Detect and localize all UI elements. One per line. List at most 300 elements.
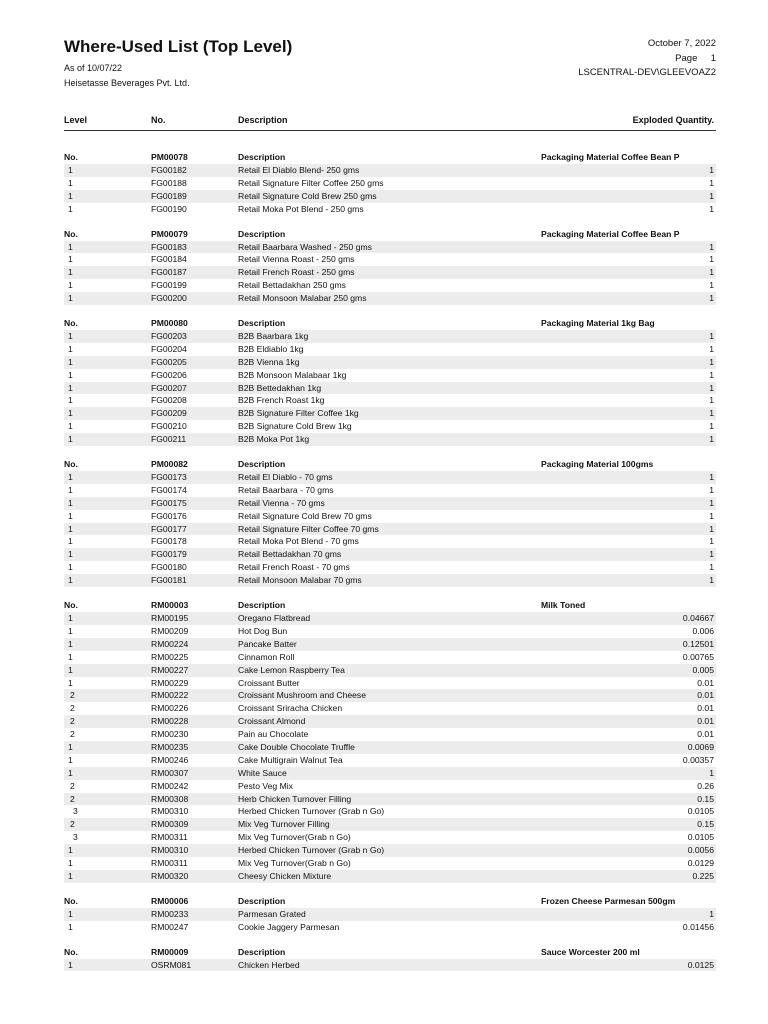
row-description: Retail Signature Filter Coffee 70 gms [238, 523, 379, 534]
table-row [64, 612, 716, 625]
section-header [64, 599, 716, 612]
row-quantity: 1 [709, 421, 714, 432]
row-item-no: RM00222 [151, 690, 189, 701]
row-item-no: RM00246 [151, 754, 189, 765]
row-description: B2B Eldiablo 1kg [238, 343, 304, 354]
row-description: Retail Monsoon Malabar 70 gms [238, 575, 362, 586]
row-item-no: FG00189 [151, 190, 187, 201]
table-row [64, 253, 716, 266]
table-row [64, 677, 716, 690]
row-description: Retail El Diablo Blend- 250 gms [238, 165, 360, 175]
row-quantity: 0.0056 [687, 845, 714, 856]
section-pm00080 [64, 317, 716, 446]
row-item-no: FG00182 [151, 165, 187, 175]
section-rm00003 [64, 599, 716, 883]
table-row [64, 535, 716, 548]
section-header [64, 895, 716, 908]
row-description: Parmesan Grated [238, 908, 306, 919]
row-quantity: 0.0125 [687, 959, 714, 970]
section-header [64, 228, 716, 241]
section-no-label: No. [64, 318, 78, 329]
table-row [64, 548, 716, 561]
row-description: B2B Bettedakhan 1kg [238, 382, 322, 393]
table-row [64, 164, 716, 177]
report-title: Where-Used List (Top Level) [64, 37, 293, 56]
row-level: 3 [73, 832, 78, 843]
row-quantity: 0.12501 [682, 638, 714, 649]
section-no-label: No. [64, 946, 78, 957]
row-level: 1 [68, 523, 73, 534]
row-quantity: 0.00765 [682, 651, 714, 662]
section-item-no: PM00082 [151, 459, 188, 470]
row-description: Cookie Jaggery Parmesan [238, 921, 340, 932]
table-row [64, 715, 716, 728]
table-row [64, 689, 716, 702]
row-item-no: FG00204 [151, 343, 187, 354]
row-item-no: RM00310 [151, 845, 189, 856]
row-description: Retail Signature Filter Coffee 250 gms [238, 177, 384, 188]
row-quantity: 1 [709, 190, 714, 201]
table-row [64, 356, 716, 369]
table-row [64, 382, 716, 395]
row-item-no: RM00229 [151, 677, 189, 688]
section-item-description: Packaging Material 100gms [541, 459, 654, 470]
row-description: Cake Multigrain Walnut Tea [238, 754, 343, 765]
table-row [64, 959, 716, 972]
table-row [64, 574, 716, 587]
row-item-no: FG00190 [151, 203, 187, 214]
table-row [64, 754, 716, 767]
table-row [64, 664, 716, 677]
row-level: 1 [68, 190, 73, 201]
row-level: 1 [68, 241, 73, 252]
row-level: 1 [68, 651, 73, 662]
row-item-no: RM00310 [151, 806, 189, 817]
table-row [64, 523, 716, 536]
row-level: 1 [68, 165, 73, 175]
row-description: B2B Signature Cold Brew 1kg [238, 421, 352, 432]
row-description: Croissant Mushroom and Cheese [238, 690, 367, 701]
row-level: 1 [68, 870, 73, 881]
table-row [64, 266, 716, 279]
row-level: 1 [68, 421, 73, 432]
row-item-no: FG00174 [151, 484, 187, 495]
column-header-level: Level [64, 115, 88, 125]
as-of-date: As of 10/07/22 [64, 63, 123, 73]
row-quantity: 1 [709, 356, 714, 367]
section-item-no: PM00078 [151, 152, 188, 162]
row-description: Retail El Diablo - 70 gms [238, 472, 333, 483]
row-item-no: RM00308 [151, 793, 189, 804]
row-item-no: RM00224 [151, 638, 189, 649]
row-level: 1 [68, 625, 73, 636]
row-level: 1 [68, 510, 73, 521]
table-row [64, 420, 716, 433]
section-description-label: Description [238, 228, 286, 239]
row-item-no: FG00210 [151, 421, 187, 432]
row-item-no: FG00175 [151, 497, 187, 508]
row-level: 1 [68, 741, 73, 752]
row-description: Retail Monsoon Malabar 250 gms [238, 293, 367, 304]
row-item-no: OSRM081 [151, 959, 192, 970]
table-row [64, 702, 716, 715]
row-level: 1 [68, 575, 73, 586]
row-description: B2B Monsoon Malabaar 1kg [238, 369, 347, 380]
section-item-description: Packaging Material 1kg Bag [541, 318, 655, 329]
row-quantity: 0.0069 [687, 741, 714, 752]
row-description: B2B Baarbara 1kg [238, 331, 309, 342]
row-item-no: FG00180 [151, 562, 187, 573]
row-quantity: 1 [709, 575, 714, 586]
row-level: 2 [70, 793, 75, 804]
row-quantity: 1 [709, 254, 714, 265]
row-item-no: FG00184 [151, 254, 187, 265]
row-item-no: FG00208 [151, 395, 187, 406]
table-row [64, 471, 716, 484]
row-quantity: 1 [709, 177, 714, 188]
row-item-no: FG00177 [151, 523, 187, 534]
section-description-label: Description [238, 946, 286, 957]
row-level: 1 [68, 369, 73, 380]
table-row [64, 484, 716, 497]
row-quantity: 1 [709, 536, 714, 547]
row-description: Mix Veg Turnover(Grab n Go) [238, 857, 351, 868]
row-item-no: FG00199 [151, 280, 187, 291]
table-row [64, 177, 716, 190]
section-header [64, 946, 716, 959]
row-level: 2 [70, 703, 75, 714]
row-level: 2 [70, 780, 75, 791]
row-level: 1 [68, 343, 73, 354]
row-level: 1 [68, 613, 73, 624]
table-row [64, 625, 716, 638]
row-description: Hot Dog Bun [238, 625, 288, 636]
row-quantity: 0.225 [692, 870, 714, 881]
section-pm00079 [64, 228, 716, 305]
table-row [64, 844, 716, 857]
row-description: Croissant Sriracha Chicken [238, 703, 343, 714]
section-description-label: Description [238, 152, 286, 162]
section-item-description: Milk Toned [541, 600, 586, 611]
table-row [64, 741, 716, 754]
row-description: Oregano Flatbread [238, 613, 311, 624]
row-quantity: 0.04667 [682, 613, 714, 624]
row-item-no: FG00183 [151, 241, 187, 252]
table-row [64, 343, 716, 356]
row-quantity: 1 [709, 523, 714, 534]
row-description: Herb Chicken Turnover Filling [238, 793, 352, 804]
row-level: 1 [68, 434, 73, 445]
row-level: 2 [70, 729, 75, 740]
table-row [64, 870, 716, 883]
row-level: 1 [68, 754, 73, 765]
row-quantity: 0.01456 [682, 921, 714, 932]
row-level: 1 [68, 280, 73, 291]
row-level: 2 [70, 716, 75, 727]
table-row [64, 728, 716, 741]
row-description: Retail Moka Pot Blend - 70 gms [238, 536, 359, 547]
section-rm00006 [64, 895, 716, 934]
row-level: 1 [68, 267, 73, 278]
section-pm00082 [64, 458, 716, 587]
row-item-no: FG00203 [151, 331, 187, 342]
row-quantity: 1 [709, 331, 714, 342]
table-row [64, 241, 716, 254]
row-description: Retail French Roast - 70 gms [238, 562, 350, 573]
row-quantity: 0.15 [697, 819, 714, 830]
row-item-no: RM00209 [151, 625, 189, 636]
row-quantity: 0.15 [697, 793, 714, 804]
row-item-no: RM00228 [151, 716, 189, 727]
row-quantity: 0.005 [692, 664, 714, 675]
section-no-label: No. [64, 152, 78, 162]
table-row [64, 407, 716, 420]
section-no-label: No. [64, 895, 78, 906]
row-quantity: 1 [709, 767, 714, 778]
row-quantity: 0.0105 [687, 806, 714, 817]
table-row [64, 279, 716, 292]
row-description: Herbed Chicken Turnover (Grab n Go) [238, 845, 385, 856]
table-row [64, 921, 716, 934]
row-level: 1 [68, 177, 73, 188]
section-description-label: Description [238, 318, 286, 329]
row-item-no: RM00230 [151, 729, 189, 740]
row-description: Cinnamon Roll [238, 651, 295, 662]
table-row [64, 857, 716, 870]
section-no-label: No. [64, 228, 78, 239]
row-description: Retail Bettadakhan 70 gms [238, 549, 342, 560]
row-description: Mix Veg Turnover Filling [238, 819, 330, 830]
row-item-no: RM00307 [151, 767, 189, 778]
row-description: Cake Lemon Raspberry Tea [238, 664, 345, 675]
section-header [64, 151, 716, 164]
section-item-no: RM00006 [151, 895, 189, 906]
row-quantity: 1 [709, 369, 714, 380]
row-quantity: 1 [709, 203, 714, 214]
row-quantity: 1 [709, 382, 714, 393]
row-item-no: RM00311 [151, 857, 188, 868]
row-quantity: 1 [709, 497, 714, 508]
row-quantity: 1 [709, 280, 714, 291]
section-item-no: RM00009 [151, 946, 189, 957]
row-item-no: FG00173 [151, 472, 187, 483]
row-level: 1 [68, 395, 73, 406]
row-quantity: 1 [709, 562, 714, 573]
row-item-no: RM00235 [151, 741, 189, 752]
row-quantity: 1 [709, 267, 714, 278]
row-item-no: FG00187 [151, 267, 187, 278]
row-item-no: RM00227 [151, 664, 189, 675]
row-description: Retail French Roast - 250 gms [238, 267, 355, 278]
row-quantity: 1 [709, 343, 714, 354]
row-item-no: FG00211 [151, 434, 187, 445]
row-description: Retail Moka Pot Blend - 250 gms [238, 203, 364, 214]
row-quantity: 0.00357 [682, 754, 714, 765]
row-item-no: RM00226 [151, 703, 189, 714]
section-header [64, 317, 716, 330]
row-quantity: 1 [709, 549, 714, 560]
company-name: Heisetasse Beverages Pvt. Ltd. [64, 78, 190, 88]
row-level: 1 [68, 203, 73, 214]
row-description: B2B Signature Filter Coffee 1kg [238, 408, 359, 419]
table-row [64, 638, 716, 651]
row-level: 2 [70, 819, 75, 830]
row-quantity: 1 [709, 165, 714, 175]
row-level: 1 [68, 921, 73, 932]
header-divider [64, 130, 716, 131]
row-item-no: RM00247 [151, 921, 189, 932]
where-used-sections [64, 139, 716, 971]
row-level: 1 [68, 536, 73, 547]
row-description: Mix Veg Turnover(Grab n Go) [238, 832, 351, 843]
section-item-no: PM00079 [151, 228, 188, 239]
row-item-no: FG00181 [151, 575, 187, 586]
row-level: 1 [68, 857, 73, 868]
row-level: 1 [68, 484, 73, 495]
table-row [64, 203, 716, 216]
row-level: 1 [68, 408, 73, 419]
row-quantity: 1 [709, 395, 714, 406]
row-level: 1 [68, 908, 73, 919]
row-item-no: RM00309 [151, 819, 189, 830]
row-level: 1 [68, 497, 73, 508]
section-item-no: PM00080 [151, 318, 188, 329]
row-item-no: RM00195 [151, 613, 189, 624]
row-quantity: 0.0129 [687, 857, 714, 868]
row-item-no: RM00320 [151, 870, 189, 881]
table-row [64, 190, 716, 203]
table-row [64, 818, 716, 831]
table-row [64, 561, 716, 574]
row-item-no: RM00225 [151, 651, 189, 662]
section-description-label: Description [238, 459, 286, 470]
row-description: Pain au Chocolate [238, 729, 309, 740]
row-description: Cheesy Chicken Mixture [238, 870, 332, 881]
row-level: 1 [68, 845, 73, 856]
row-description: B2B Moka Pot 1kg [238, 434, 310, 445]
row-description: Retail Baarbara Washed - 250 gms [238, 241, 372, 252]
row-level: 1 [68, 959, 73, 970]
row-description: Croissant Butter [238, 677, 300, 688]
table-row [64, 497, 716, 510]
table-row [64, 831, 716, 844]
section-description-label: Description [238, 600, 286, 611]
row-quantity: 1 [709, 293, 714, 304]
row-description: Pancake Batter [238, 638, 297, 649]
row-level: 1 [68, 356, 73, 367]
page-label: Page [675, 53, 698, 64]
row-quantity: 1 [709, 472, 714, 483]
row-item-no: FG00188 [151, 177, 187, 188]
row-level: 1 [68, 767, 73, 778]
table-row [64, 767, 716, 780]
section-item-description: Packaging Material Coffee Bean P [541, 152, 680, 162]
row-level: 1 [68, 638, 73, 649]
page-number: 1 [710, 53, 716, 64]
row-description: Cake Double Chocolate Truffle [238, 741, 355, 752]
row-description: Croissant Almond [238, 716, 306, 727]
row-description: Retail Signature Cold Brew 250 gms [238, 190, 377, 201]
row-quantity: 0.01 [697, 703, 714, 714]
row-quantity: 1 [709, 434, 714, 445]
row-item-no: FG00206 [151, 369, 187, 380]
row-item-no: FG00200 [151, 293, 187, 304]
row-quantity: 0.006 [692, 625, 714, 636]
table-row [64, 908, 716, 921]
page-indicator [675, 53, 716, 64]
row-description: Retail Bettadakhan 250 gms [238, 280, 346, 291]
row-item-no: FG00178 [151, 536, 187, 547]
section-header [64, 458, 716, 471]
row-level: 2 [70, 690, 75, 701]
row-level: 3 [73, 806, 78, 817]
row-level: 1 [68, 331, 73, 342]
row-quantity: 1 [709, 241, 714, 252]
row-item-no: FG00176 [151, 510, 187, 521]
table-row [64, 433, 716, 446]
row-item-no: RM00311 [151, 832, 188, 843]
section-item-no: RM00003 [151, 600, 189, 611]
row-item-no: RM00242 [151, 780, 189, 791]
row-description: Retail Vienna - 70 gms [238, 497, 325, 508]
table-row [64, 651, 716, 664]
section-item-description: Frozen Cheese Parmesan 500gm [541, 895, 676, 906]
table-row [64, 793, 716, 806]
table-row [64, 292, 716, 305]
section-item-description: Packaging Material Coffee Bean P [541, 228, 680, 239]
row-quantity: 0.01 [697, 729, 714, 740]
row-description: White Sauce [238, 767, 287, 778]
server-name: LSCENTRAL-DEV\GLEEVOAZ2 [578, 67, 716, 78]
column-header-description: Description [238, 115, 288, 125]
row-quantity: 0.0105 [687, 832, 714, 843]
table-row [64, 330, 716, 343]
table-row [64, 369, 716, 382]
section-rm00009 [64, 946, 716, 972]
table-row [64, 780, 716, 793]
row-description: B2B Vienna 1kg [238, 356, 300, 367]
row-quantity: 1 [709, 908, 714, 919]
row-description: Chicken Herbed [238, 959, 300, 970]
row-quantity: 0.01 [697, 690, 714, 701]
row-quantity: 1 [709, 408, 714, 419]
row-level: 1 [68, 549, 73, 560]
row-quantity: 0.26 [697, 780, 714, 791]
section-no-label: No. [64, 600, 78, 611]
row-level: 1 [68, 254, 73, 265]
row-quantity: 0.01 [697, 716, 714, 727]
row-description: B2B French Roast 1kg [238, 395, 325, 406]
column-header-no: No. [151, 115, 166, 125]
row-quantity: 0.01 [697, 677, 714, 688]
row-level: 1 [68, 677, 73, 688]
column-header-quantity: Exploded Quantity. [632, 115, 714, 125]
row-description: Retail Baarbara - 70 gms [238, 484, 334, 495]
row-quantity: 1 [709, 484, 714, 495]
row-level: 1 [68, 472, 73, 483]
section-description-label: Description [238, 895, 286, 906]
row-level: 1 [68, 293, 73, 304]
row-item-no: FG00207 [151, 382, 187, 393]
section-pm00078 [64, 151, 716, 216]
row-level: 1 [68, 562, 73, 573]
row-description: Retail Vienna Roast - 250 gms [238, 254, 355, 265]
table-row [64, 510, 716, 523]
row-level: 1 [68, 664, 73, 675]
section-no-label: No. [64, 459, 78, 470]
section-item-description: Sauce Worcester 200 ml [541, 946, 640, 957]
row-description: Herbed Chicken Turnover (Grab n Go) [238, 806, 385, 817]
